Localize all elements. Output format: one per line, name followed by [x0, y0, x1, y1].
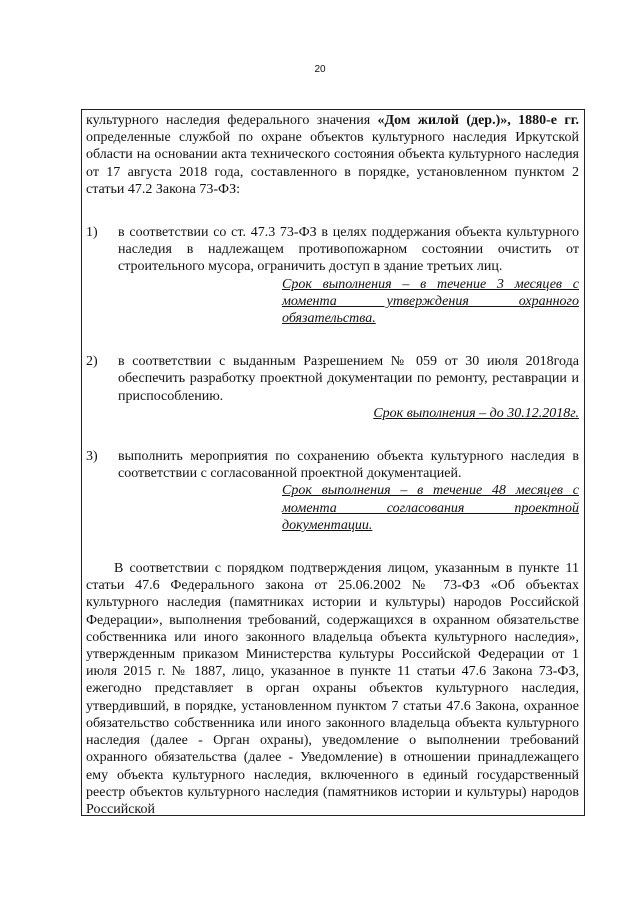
- item-number: 2): [86, 354, 98, 370]
- requirement-item-2: [86, 353, 579, 405]
- intro-prefix: культурного наследия федерального значения: [86, 113, 378, 128]
- item-text: в соответствии с выданным Разрешением № 059 от 30 июля 2018года обеспечить разработку проектной документации по ремонту, реставрации и приспособлению.: [118, 354, 579, 404]
- object-name: «Дом жилой (дер.)», 1880-е гг.: [377, 113, 579, 128]
- requirement-item-1: [86, 224, 579, 276]
- item-text: в соответствии со ст. 47.3 73-ФЗ в целях поддержания объекта культурного наследия в надлежащем противопожарном состоянии очистить от строительного мусора, ограничить доступ в здание третьих лиц.: [118, 225, 579, 275]
- body-paragraph: В соответствии с порядком подтверждения лицом, указанным в пункте 11 статьи 47.6 Федерального закона от 25.06.2002 № 73-ФЗ «Об объектах культурного наследия (памятниках истории и культуры) народов Российской Федерации», выполнения требований, содержащихся в охранном обязательстве собственника или иного законного владельца объекта культурного наследия», утвержденным приказом Министерства культуры Российской Федерации от 1 июля 2015 г. № 1887, лицо, указанное в пункте 11 статьи 47.6 Закона 73-ФЗ, ежегодно представляет в орган охраны объектов культурного наследия, утвердивший, в порядке, установленном пунктом 7 статьи 47.6 Закона, охранное обязательство собственника или иного законного владельца объекта культурного наследия (далее - Орган охраны), уведомление о выполнении требований охранного обязательства (далее - Уведомление) в отношении принадлежащего ему объекта культурного наследия, включенного в единый государственный реестр объектов культурного наследия (памятников истории и культуры) народов Российской: [86, 561, 579, 817]
- document-content: [86, 112, 579, 818]
- page-number: 20: [314, 64, 326, 75]
- item-number: 3): [86, 449, 98, 465]
- requirement-item-3: [86, 448, 579, 482]
- item-deadline: Срок выполнения – в течение 48 месяцев с момента согласования проектной документации.: [282, 483, 579, 533]
- item-number: 1): [86, 225, 98, 241]
- intro-paragraph: [86, 112, 579, 198]
- item-deadline: Срок выполнения – до 30.12.2018г.: [373, 405, 579, 421]
- item-text: выполнить мероприятия по сохранению объекта культурного наследия в соответствии с согласованной проектной документацией.: [118, 449, 579, 482]
- item-deadline: Срок выполнения – в течение 3 месяцев с момента утверждения охранного обязательства.: [282, 276, 579, 327]
- intro-rest: определенные службой по охране объектов культурного наследия Иркутской области на основании акта технического состояния объекта культурного наследия от 17 августа 2018 года, составленного в порядке, установленном пунктом 2 статьи 47.2 Закона 73-ФЗ:: [86, 130, 579, 197]
